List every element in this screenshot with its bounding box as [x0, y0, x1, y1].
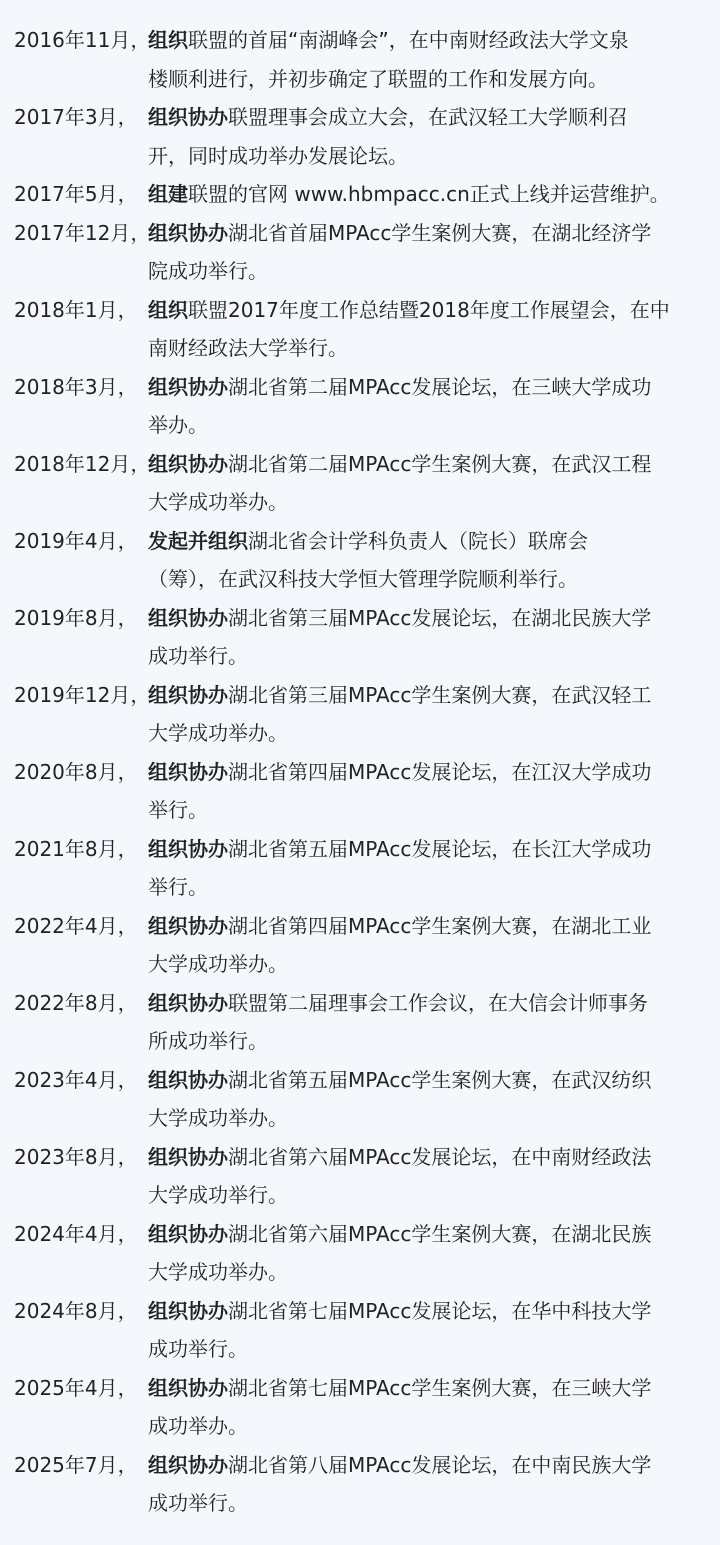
entry-date: 2018年3月，	[14, 374, 138, 399]
entry-text: 湖北省第六届MPAcc学生案例大赛，在湖北民族	[228, 1221, 652, 1246]
timeline-entry	[0, 1446, 720, 1523]
entry-action: 组织协办	[148, 605, 228, 630]
entry-action: 组织协办	[148, 1144, 228, 1169]
entry-line-1	[148, 1369, 720, 1408]
entry-action: 组织协办	[148, 990, 228, 1015]
entry-text: 湖北省第七届MPAcc学生案例大赛，在三峡大学	[228, 1375, 652, 1400]
entry-action: 组织	[148, 28, 188, 52]
entry-line-2: 大学成功举办。	[148, 490, 288, 514]
entry-date: 2018年12月，	[14, 451, 151, 476]
entry-line-1	[148, 368, 720, 407]
entry-line-1	[148, 753, 720, 792]
entry-action: 组织协办	[148, 451, 228, 476]
timeline-entry	[0, 907, 720, 984]
entry-text: 湖北省第八届MPAcc发展论坛，在中南民族大学	[228, 1452, 652, 1477]
entry-text: 联盟理事会成立大会，在武汉轻工大学顺利召	[228, 105, 628, 129]
entry-text: 湖北省第二届MPAcc学生案例大赛，在武汉工程	[228, 451, 652, 476]
entry-date: 2017年12月，	[14, 220, 151, 245]
entry-line-2: 开，同时成功举办发展论坛。	[148, 143, 408, 168]
entry-date: 2019年12月，	[14, 682, 151, 707]
entry-line-1	[148, 984, 720, 1023]
timeline-entry	[0, 1138, 720, 1215]
entry-line-1	[148, 1138, 720, 1177]
timeline-entry	[0, 1215, 720, 1292]
entry-line-2: 举行。	[148, 875, 208, 899]
entry-text: 湖北省第三届MPAcc发展论坛，在湖北民族大学	[228, 605, 652, 630]
entry-line-2: 楼顺利进行，并初步确定了联盟的工作和发展方向。	[148, 66, 608, 91]
entry-action: 组织协办	[148, 682, 228, 707]
entry-action: 组织协办	[148, 759, 228, 784]
entry-line-2: 大学成功举办。	[148, 721, 288, 745]
entry-line-1	[148, 907, 720, 946]
entry-text: 湖北省第五届MPAcc学生案例大赛，在武汉纺织	[228, 1067, 652, 1092]
timeline-entry	[0, 753, 720, 830]
entry-line-2: 院成功举行。	[148, 259, 268, 283]
entry-text: 湖北省首届MPAcc学生案例大赛，在湖北经济学	[228, 220, 652, 245]
entry-date: 2018年1月，	[14, 297, 138, 322]
entry-date: 2017年3月，	[14, 105, 138, 129]
timeline-entry	[0, 175, 720, 214]
entry-text: 联盟的首届“南湖峰会”，在中南财经政法大学文泉	[188, 28, 629, 52]
entry-date: 2019年4月，	[14, 528, 138, 553]
timeline-entry	[0, 599, 720, 676]
entry-action: 组织协办	[148, 913, 228, 938]
entry-text: 湖北省第四届MPAcc发展论坛，在江汉大学成功	[228, 759, 652, 784]
entry-date: 2025年7月，	[14, 1452, 138, 1477]
entry-date: 2020年8月，	[14, 759, 138, 784]
timeline-entry	[0, 445, 720, 522]
entry-line-1	[148, 291, 720, 330]
timeline-entry	[0, 830, 720, 907]
entry-text: 联盟第二届理事会工作会议，在大信会计师事务	[228, 990, 648, 1015]
entry-line-1	[148, 1292, 720, 1331]
entry-text: 联盟2017年度工作总结暨2018年度工作展望会，在中	[188, 297, 670, 322]
entry-action: 组织协办	[148, 1375, 228, 1400]
entry-line-2: 南财经政法大学举行。	[148, 336, 348, 360]
entry-text: 湖北省第二届MPAcc发展论坛，在三峡大学成功	[228, 374, 652, 399]
entry-action: 组建	[148, 182, 188, 206]
entry-action: 组织协办	[148, 105, 228, 129]
entry-line-2: 成功举行。	[148, 1337, 248, 1361]
timeline-entry	[0, 1061, 720, 1138]
entry-line-1	[148, 676, 720, 715]
entry-line-2: 大学成功举办。	[148, 1106, 288, 1130]
timeline-entry	[0, 1292, 720, 1369]
timeline-entry	[0, 984, 720, 1061]
timeline-entry	[0, 676, 720, 753]
entry-date: 2016年11月，	[14, 28, 151, 52]
entry-action: 组织协办	[148, 220, 228, 245]
timeline-entry	[0, 522, 720, 599]
entry-line-2: 所成功举行。	[148, 1029, 268, 1053]
entry-text: 湖北省第五届MPAcc发展论坛，在长江大学成功	[228, 836, 652, 861]
entry-line-2: 大学成功举行。	[148, 1183, 288, 1207]
entry-action: 组织协办	[148, 1452, 228, 1477]
timeline-entry	[0, 98, 720, 175]
entry-action: 组织协办	[148, 1298, 228, 1323]
entry-line-1	[148, 214, 720, 253]
entry-text: 湖北省第三届MPAcc学生案例大赛，在武汉轻工	[228, 682, 652, 707]
entry-line-1	[148, 1446, 720, 1485]
entry-date: 2024年4月，	[14, 1221, 138, 1246]
entry-date: 2024年8月，	[14, 1298, 138, 1323]
entry-line-1	[148, 599, 720, 638]
entry-line-2: 举行。	[148, 798, 208, 822]
timeline-entry	[0, 1369, 720, 1446]
entry-line-1	[148, 175, 720, 214]
entry-line-1	[148, 98, 720, 137]
entry-date: 2023年8月，	[14, 1144, 138, 1169]
entry-date: 2021年8月，	[14, 836, 138, 861]
entry-action: 组织协办	[148, 1221, 228, 1246]
entry-line-2: 大学成功举办。	[148, 952, 288, 976]
entry-line-1	[148, 445, 720, 484]
entry-line-2: 成功举办。	[148, 1414, 248, 1438]
timeline-entry	[0, 291, 720, 368]
entry-line-1	[148, 21, 720, 60]
entry-line-2: 大学成功举办。	[148, 1260, 288, 1284]
entry-line-2: （筹），在武汉科技大学恒大管理学院顺利举行。	[148, 567, 578, 591]
entry-line-1	[148, 522, 720, 561]
entry-date: 2017年5月，	[14, 182, 138, 206]
entry-date: 2019年8月，	[14, 605, 138, 630]
entry-line-1	[148, 830, 720, 869]
entry-text: 湖北省第六届MPAcc发展论坛，在中南财经政法	[228, 1144, 652, 1169]
entry-line-2: 举办。	[148, 413, 208, 437]
entry-line-2: 成功举行。	[148, 644, 248, 668]
entry-action: 组织	[148, 297, 188, 322]
entry-date: 2022年4月，	[14, 913, 138, 938]
entry-line-2: 成功举行。	[148, 1491, 248, 1515]
entry-action: 组织协办	[148, 1067, 228, 1092]
entry-date: 2022年8月，	[14, 990, 138, 1015]
entry-action: 组织协办	[148, 374, 228, 399]
entry-action: 发起并组织	[148, 528, 248, 553]
entry-text: 湖北省会计学科负责人（院长）联席会	[248, 528, 588, 553]
entry-text: 湖北省第四届MPAcc学生案例大赛，在湖北工业	[228, 913, 652, 938]
entry-line-1	[148, 1061, 720, 1100]
entry-date: 2025年4月，	[14, 1375, 138, 1400]
entry-line-1	[148, 1215, 720, 1254]
entry-text: 湖北省第七届MPAcc发展论坛，在华中科技大学	[228, 1298, 652, 1323]
timeline-entry	[0, 214, 720, 291]
timeline-entry	[0, 21, 720, 98]
entry-date: 2023年4月，	[14, 1067, 138, 1092]
timeline-entry	[0, 368, 720, 445]
entry-text: 联盟的官网 www.hbmpacc.cn正式上线并运营维护。	[188, 182, 670, 206]
entry-action: 组织协办	[148, 836, 228, 861]
